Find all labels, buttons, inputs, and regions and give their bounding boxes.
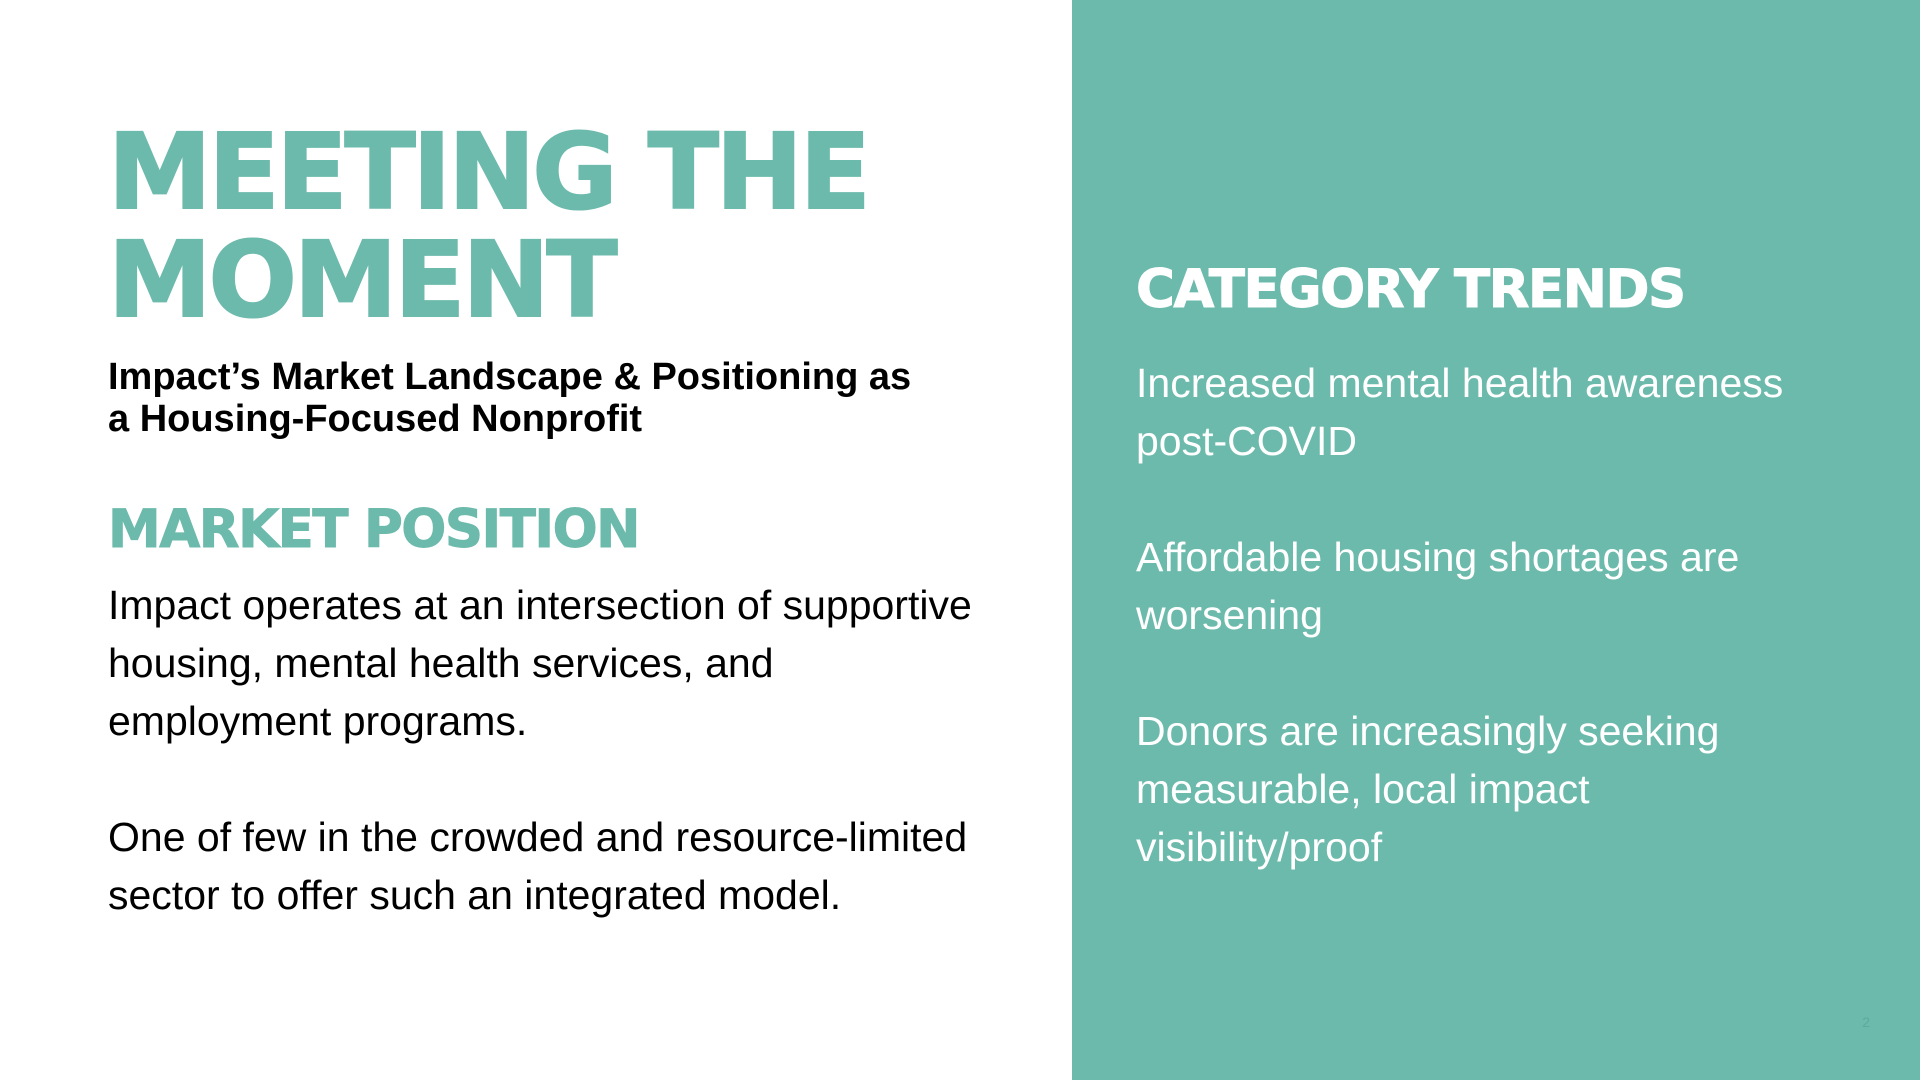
market-position-paragraph-1 [108,576,1038,750]
trend-1-line-1: Increased mental health awareness [1136,360,1784,406]
slide-title [108,111,868,341]
trend-3-line-1: Donors are increasingly seeking [1136,708,1720,754]
trend-item [1136,354,1876,470]
market-position-heading: MARKET POSITION [108,499,640,560]
category-trends-list [1136,354,1876,934]
trend-2-line-2: worsening [1136,592,1323,638]
trend-item [1136,528,1876,644]
trend-item [1136,702,1876,876]
market-position-p1-line-1: Impact operates at an intersection of supportive [108,582,972,628]
market-position-paragraph-2 [108,808,1038,924]
page-number: 2 [1862,1014,1870,1030]
slide-title-line-2: MOMENT [108,219,615,341]
market-position-p1-line-3: employment programs. [108,698,528,744]
trend-2-line-1: Affordable housing shortages are [1136,534,1740,580]
market-position-p1-line-2: housing, mental health services, and [108,640,774,686]
market-position-p2-line-2: sector to offer such an integrated model. [108,872,842,918]
slide-title-line-1: MEETING THE [108,111,868,233]
trend-3-line-2: measurable, local impact [1136,766,1590,812]
slide-subtitle-line-1: Impact’s Market Landscape & Positioning as [108,356,912,398]
trend-1-line-2: post-COVID [1136,418,1357,464]
market-position-body [108,576,1038,982]
category-trends-heading: CATEGORY TRENDS [1136,259,1685,320]
slide-subtitle [108,356,1008,440]
slide-subtitle-line-2: a Housing-Focused Nonprofit [108,398,643,440]
trend-3-line-3: visibility/proof [1136,824,1383,870]
market-position-p2-line-1: One of few in the crowded and resource-limited [108,814,968,860]
